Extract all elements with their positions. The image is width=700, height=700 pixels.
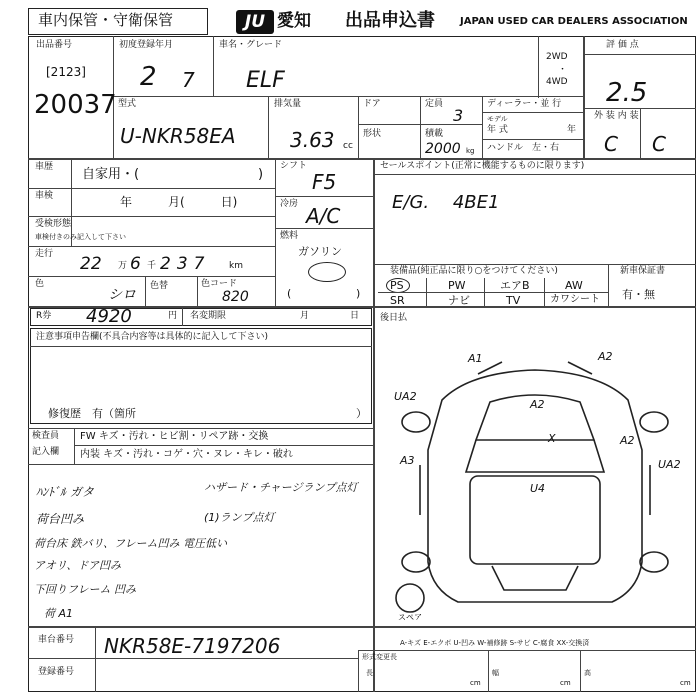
receipt-form-label: 受検形態	[35, 219, 72, 229]
recycle-label: R券	[36, 311, 52, 321]
shape-label: 形状	[363, 129, 382, 139]
inspection-label: 車検	[35, 191, 54, 201]
first-reg-year: 2	[140, 62, 157, 92]
storage-label: 車内保管・守衛保管	[38, 11, 174, 29]
spare-label: スペア	[398, 613, 422, 620]
door-label: ドア	[363, 99, 381, 109]
aircon-label: 冷房	[280, 199, 299, 209]
warranty-label: 新車保証書	[620, 266, 666, 276]
sen-unit: 千	[147, 261, 157, 271]
car-name: ELF	[246, 68, 285, 93]
dim-cm-3: cm	[680, 679, 691, 687]
history-private: 自家用・(	[82, 167, 140, 182]
dim-length: 長	[366, 669, 373, 677]
aircon-value: A/C	[306, 204, 341, 228]
equip-tv: TV	[506, 294, 521, 307]
receipt-form-note: 車検付きのみ記入して下さい	[35, 233, 126, 241]
equip-sr: SR	[390, 294, 405, 307]
man-unit: 万	[118, 261, 128, 271]
lot-no: 20037	[34, 90, 117, 120]
model-label: 型式	[118, 99, 137, 109]
sales-point-value: E/G. 4BE1	[392, 192, 500, 213]
mark-ua2-right: UA2	[658, 458, 681, 471]
post-label: 後日払	[380, 313, 408, 323]
ju-logo	[236, 10, 274, 34]
name-change-label: 名変期限	[190, 311, 227, 321]
sales-point-label: セールスポイント(正常に機能するものに限ります)	[380, 161, 585, 171]
lot-no-label: 出品番号	[36, 40, 73, 50]
fuel-circle	[308, 262, 346, 282]
first-reg-month: 7	[182, 68, 195, 92]
note-line-3: 荷台床 鉄バリ、フレーム凹み 電圧低い	[34, 537, 228, 550]
chassis-label: 車台番号	[38, 635, 75, 645]
association-name: JAPAN USED CAR DEALERS ASSOCIATION	[460, 16, 688, 27]
history-label: 車歴	[35, 162, 54, 172]
cc-unit: cc	[343, 141, 353, 151]
year-suffix: 年	[567, 125, 577, 135]
displacement-label: 排気量	[274, 99, 302, 109]
dim-cm-2: cm	[560, 679, 571, 687]
color-value: シロ	[108, 287, 136, 303]
length-label: 形式変更長	[362, 653, 397, 661]
model-year-label: モデル	[487, 115, 508, 123]
mark-a2-top: A2	[598, 350, 613, 363]
note-right-2: (1)ランプ点灯	[204, 511, 275, 524]
notes-label: 注意事項申告欄(不具合内容等は具体的に記入して下さい)	[36, 332, 269, 342]
note-line-6: 荷 A1	[44, 607, 74, 620]
ext-int-label: 外 装 内 装	[594, 111, 639, 121]
kg-unit: kg	[466, 147, 475, 155]
fuel-gasoline: ガソリン	[298, 245, 342, 258]
equipment-label: 装備品(純正品に限り○をつけてください)	[390, 266, 558, 276]
color-code-value: 820	[222, 289, 249, 305]
mileage-label: 走行	[35, 249, 54, 259]
ps-circle	[386, 278, 410, 293]
yen-unit: 円	[168, 311, 178, 321]
name-change-month: 月	[300, 311, 310, 321]
color-label: 色	[35, 279, 45, 289]
chassis-value: NKR58E-7197206	[104, 634, 281, 658]
mileage-man: 22	[80, 254, 102, 274]
note-line-4: アオリ、ドア凹み	[34, 559, 122, 572]
note-right-1: ハザード・チャージランプ点灯	[204, 481, 358, 494]
equip-navi: ナビ	[448, 294, 470, 307]
shift-value: F5	[312, 170, 337, 194]
equipment-grid	[378, 278, 608, 306]
note-line-5: 下回りフレーム 凹み	[34, 583, 137, 596]
score-value: 2.5	[606, 78, 648, 108]
first-reg-label: 初度登録年月	[119, 40, 174, 50]
inspection-units: 年 月( 日)	[120, 195, 238, 209]
color-change-label: 色替	[150, 281, 169, 291]
capacity-value: 3	[453, 106, 464, 125]
equip-ps: PS	[390, 279, 404, 292]
note-line-1: ﾊﾝﾄﾞﾙ ガタ	[36, 485, 94, 499]
mark-a2-side: A2	[620, 434, 635, 447]
handle-label: ハンドル 左・右	[487, 143, 560, 153]
interior-row: 内装 キズ・汚れ・コゲ・穴・ヌレ・キレ・破れ	[80, 449, 293, 460]
shift-label: シフト	[280, 161, 308, 171]
dim-width: 幅	[492, 669, 499, 677]
km-unit: km	[229, 261, 243, 271]
capacity-label: 定員	[425, 99, 444, 109]
drive-4wd: 4WD	[546, 77, 568, 87]
equip-airbag: エアB	[500, 279, 530, 292]
nen-shiki-label: 年 式	[487, 125, 508, 135]
mark-u4: U4	[530, 482, 546, 495]
mileage-rest: 237	[160, 254, 211, 274]
note-line-2: 荷台凹み	[36, 512, 85, 526]
equip-seat: カワシート	[550, 294, 600, 305]
displacement-value: 3.63	[290, 128, 335, 152]
mark-ua2-left: UA2	[394, 390, 417, 403]
drive-2wd: 2WD	[546, 52, 568, 62]
score-label: 評 価 点	[606, 40, 639, 50]
dealer-label: ディーラー・並 行	[487, 99, 562, 109]
inspector-label: 検査員	[32, 431, 60, 441]
org-name: 愛知	[277, 11, 311, 31]
name-change-day: 日	[350, 311, 360, 321]
equip-pw: PW	[448, 279, 466, 292]
mark-a3: A3	[400, 454, 415, 467]
mileage-sen: 6	[130, 254, 141, 274]
repair-history-close: ）	[356, 407, 367, 420]
recycle-amount: 4920	[86, 306, 132, 327]
fw-row: FW キズ・汚れ・ヒビ割・リペア跡・交換	[80, 431, 269, 442]
legend-text: A-キズ E-エクボ U-凹み W-補修跡 S-サビ C-腐食 XX-交換済	[400, 639, 590, 647]
equip-aw: AW	[565, 279, 583, 292]
dim-height: 高	[584, 669, 591, 677]
mark-a1: A1	[468, 352, 483, 365]
color-code-label: 色コード	[201, 279, 238, 289]
model-value: U-NKR58EA	[120, 124, 236, 148]
mark-x: X	[548, 432, 556, 445]
warranty-choice: 有・無	[622, 288, 655, 301]
entry-label: 記入欄	[32, 447, 60, 457]
lot-bracket: [2123]	[46, 65, 86, 79]
form-title: 出品申込書	[345, 10, 435, 31]
fuel-label: 燃料	[280, 231, 299, 241]
ju-logo-text: JU	[244, 12, 266, 32]
car-name-label: 車名・グレード	[219, 40, 283, 50]
dim-cm-1: cm	[470, 679, 481, 687]
load-label: 積載	[425, 129, 444, 139]
exterior-grade: C	[604, 132, 618, 156]
reg-no-label: 登録番号	[38, 667, 75, 677]
car-damage-diagram	[380, 340, 690, 620]
repair-history-label: 修復歴 有（箇所	[48, 407, 136, 420]
load-value: 2000	[425, 141, 461, 157]
interior-grade: C	[652, 132, 666, 156]
mark-a2-cab: A2	[530, 398, 545, 411]
